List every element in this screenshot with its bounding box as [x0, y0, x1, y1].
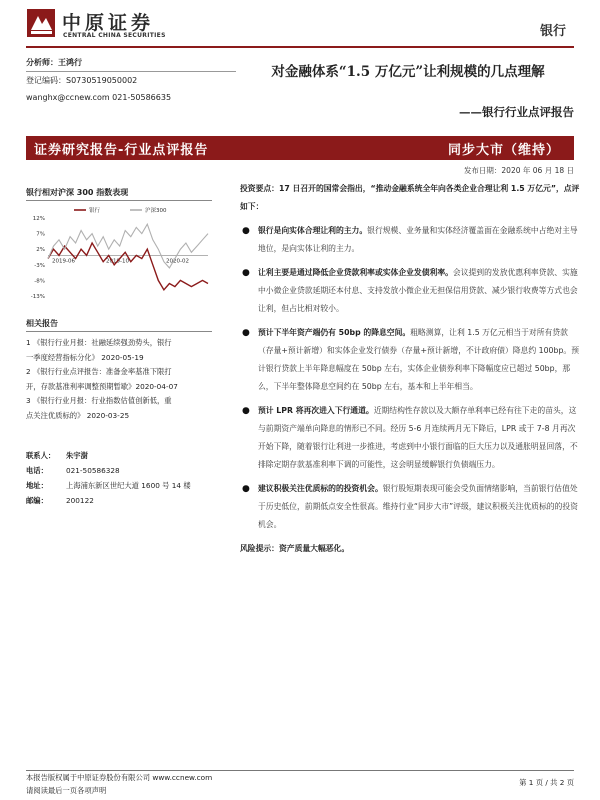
y-tick-label: -8% [34, 278, 45, 285]
report-subtitle: ——银行行业点评报告 [459, 105, 574, 119]
y-tick-label: -3% [34, 262, 45, 269]
contact-address-row [26, 478, 226, 493]
x-tick-label: 2019-10 [106, 258, 129, 265]
related-line[interactable]: 一季度经营指标分化》 2020-05-19 [26, 352, 144, 362]
analyst-reg-label: 登记编码： [26, 76, 66, 85]
logo-emblem-icon [26, 8, 56, 38]
key-point-heading: 让利主要是通过降低企业贷款利率或实体企业发债利率。 [258, 268, 453, 277]
analyst-name: 王鸿行 [58, 58, 82, 67]
contact-postcode-row [26, 493, 226, 508]
key-point-heading: 银行是向实体合理让利的主力。 [258, 226, 368, 235]
contact-postcode-label: 邮编： [26, 496, 48, 505]
contact-address: 上海浦东新区世纪大道 1600 号 14 楼 [66, 481, 191, 490]
key-point-text: 银行规模、业务量和实体经济覆盖面在金融系统中占绝对主导地位，是向实体让利的主力。 [258, 226, 578, 253]
analyst-info [26, 54, 236, 106]
key-point [240, 324, 580, 396]
contact-address-label: 地址： [26, 481, 48, 490]
report-type: 证券研究报告-行业点评报告 [34, 143, 209, 158]
contact-phone-row [26, 463, 226, 478]
key-point [240, 402, 580, 474]
investment-highlights: 投资要点：17 日召开的国常会指出，“推动金融系统全年向各类企业合理让利 1.5 万亿元”，点评如下： [240, 184, 580, 211]
related-line[interactable]: 点关注优质标的》 2020-03-25 [26, 410, 130, 420]
analyst-reg-code: S0730519050002 [66, 76, 138, 85]
company-logo [26, 8, 186, 42]
y-tick-label: 2% [36, 247, 45, 254]
footer-divider [26, 770, 574, 771]
x-tick-label: 2019-06 [52, 258, 75, 265]
risk-warning: 风险提示：资产质量大幅恶化。 [240, 544, 350, 553]
y-tick-label: 12% [32, 216, 45, 222]
contact-person-row [26, 448, 226, 463]
y-tick-label: -13% [30, 294, 45, 300]
logo-english-name: CENTRAL CHINA SECURITIES [63, 32, 166, 39]
bullet-icon: ● [242, 406, 250, 416]
rating-badge: 同步大市（维持） [447, 143, 560, 158]
related-heading: 相关报告 [26, 319, 58, 328]
key-point-text: 近期结构性存款以及大额存单利率已经有往下走的苗头，这与前期资产端单向降息的情形已不同。经历 5-6 月连续两月无下降后，LPR 或于 7-8 月再次开始下降，随着银行让利进一步推进，考虑到中小银行面临的巨大压力以及通胀明显回落，不排除定期存款基准利率下调的可能性，这会明显缓解银行负债端压力。 [258, 406, 578, 469]
series-line-bank [48, 243, 208, 290]
analyst-reg-line [26, 72, 236, 89]
disclaimer-note[interactable]: 请阅读最后一页各项声明 [26, 786, 107, 795]
contact-person: 朱宇澍 [66, 451, 88, 460]
related-line[interactable]: 2 《银行行业点评报告：准备金率基准下限打 [26, 367, 172, 376]
bullet-icon: ● [242, 328, 250, 338]
related-reports-list [26, 336, 212, 423]
logo-chinese-name: 中原证券 [62, 12, 155, 34]
x-tick-label: 2020-02 [166, 258, 189, 265]
related-line[interactable]: 3 《银行行业月报：行业指数估值创新低，重 [26, 396, 172, 405]
key-point [240, 222, 580, 258]
key-point-text: 粗略测算，让利 1.5 万亿元相当于对所有贷款（存量+预计新增）和实体企业发行债券（存量+预计新增，不计政府债）降息约 100bp。预计银行贷款上半年降息幅度在 50bp 左右，实体企业债券利率下降幅度应已超过 50bp，那么，下半年整体降息空间约在 50bp 左右，基本和上半年相当。 [258, 328, 580, 391]
contact-person-label: 联系人： [26, 451, 56, 460]
legend-label: 沪深300 [145, 208, 167, 214]
contact-postcode: 200122 [66, 496, 94, 505]
contact-block [26, 448, 226, 508]
analyst-contact: wanghx@ccnew.com 021-50586635 [26, 93, 172, 102]
bullet-icon: ● [242, 268, 250, 278]
contact-phone: 021-50586328 [66, 466, 120, 475]
report-body [240, 180, 580, 558]
key-point [240, 480, 580, 534]
copyright-notice: 本报告版权属于中原证券股份有限公司 www.ccnew.com [26, 773, 213, 782]
report-banner [26, 136, 574, 160]
chart-title: 银行相对沪深 300 指数表现 [26, 188, 129, 197]
key-point-heading: 建议积极关注优质标的的投资机会。 [258, 484, 383, 493]
header-divider [26, 46, 574, 48]
related-line[interactable]: 开，存款基准利率调整预期暂歇》2020-04-07 [26, 381, 178, 391]
y-tick-label: 7% [36, 231, 45, 238]
contact-phone-label: 电话： [26, 466, 48, 475]
analyst-name-label: 分析师： [26, 58, 58, 67]
key-point-text: 银行股短期表现可能会受负面情绪影响，当前银行估值处于历史低位，前期低点安全性很高。维持行业“同步大市”评级，建议积极关注优质标的的投资机会。 [258, 484, 578, 529]
analyst-name-line [26, 54, 236, 71]
legend-label: 银行 [89, 208, 101, 214]
related-line[interactable]: 1 《银行行业月报：社融延续强劲势头，银行 [26, 338, 172, 347]
key-point-heading: 预计下半年资产端仍有 50bp 的降息空间。 [258, 328, 411, 337]
related-divider [26, 331, 212, 332]
bullet-icon: ● [242, 484, 250, 494]
industry-label: 银行 [539, 24, 566, 39]
key-point-text: 会议提到的发放优惠利率贷款、实施中小微企业贷款延期还本付息、支持发放小微企业无担保信用贷款、减少银行收费等方式也会让利，但占比相对较小。 [258, 268, 578, 313]
report-title: 对金融体系“1.5 万亿元”让利规模的几点理解 [271, 64, 545, 80]
bullet-icon: ● [242, 226, 250, 236]
publish-date: 发布日期：2020 年 06 月 18 日 [463, 166, 574, 175]
chart-divider [26, 200, 212, 201]
page-number: 第 1 页 / 共 2 页 [519, 778, 574, 787]
key-point-heading: 预计 LPR 将再次进入下行通道。 [258, 406, 374, 415]
key-point [240, 264, 580, 318]
relative-performance-chart [26, 204, 212, 308]
